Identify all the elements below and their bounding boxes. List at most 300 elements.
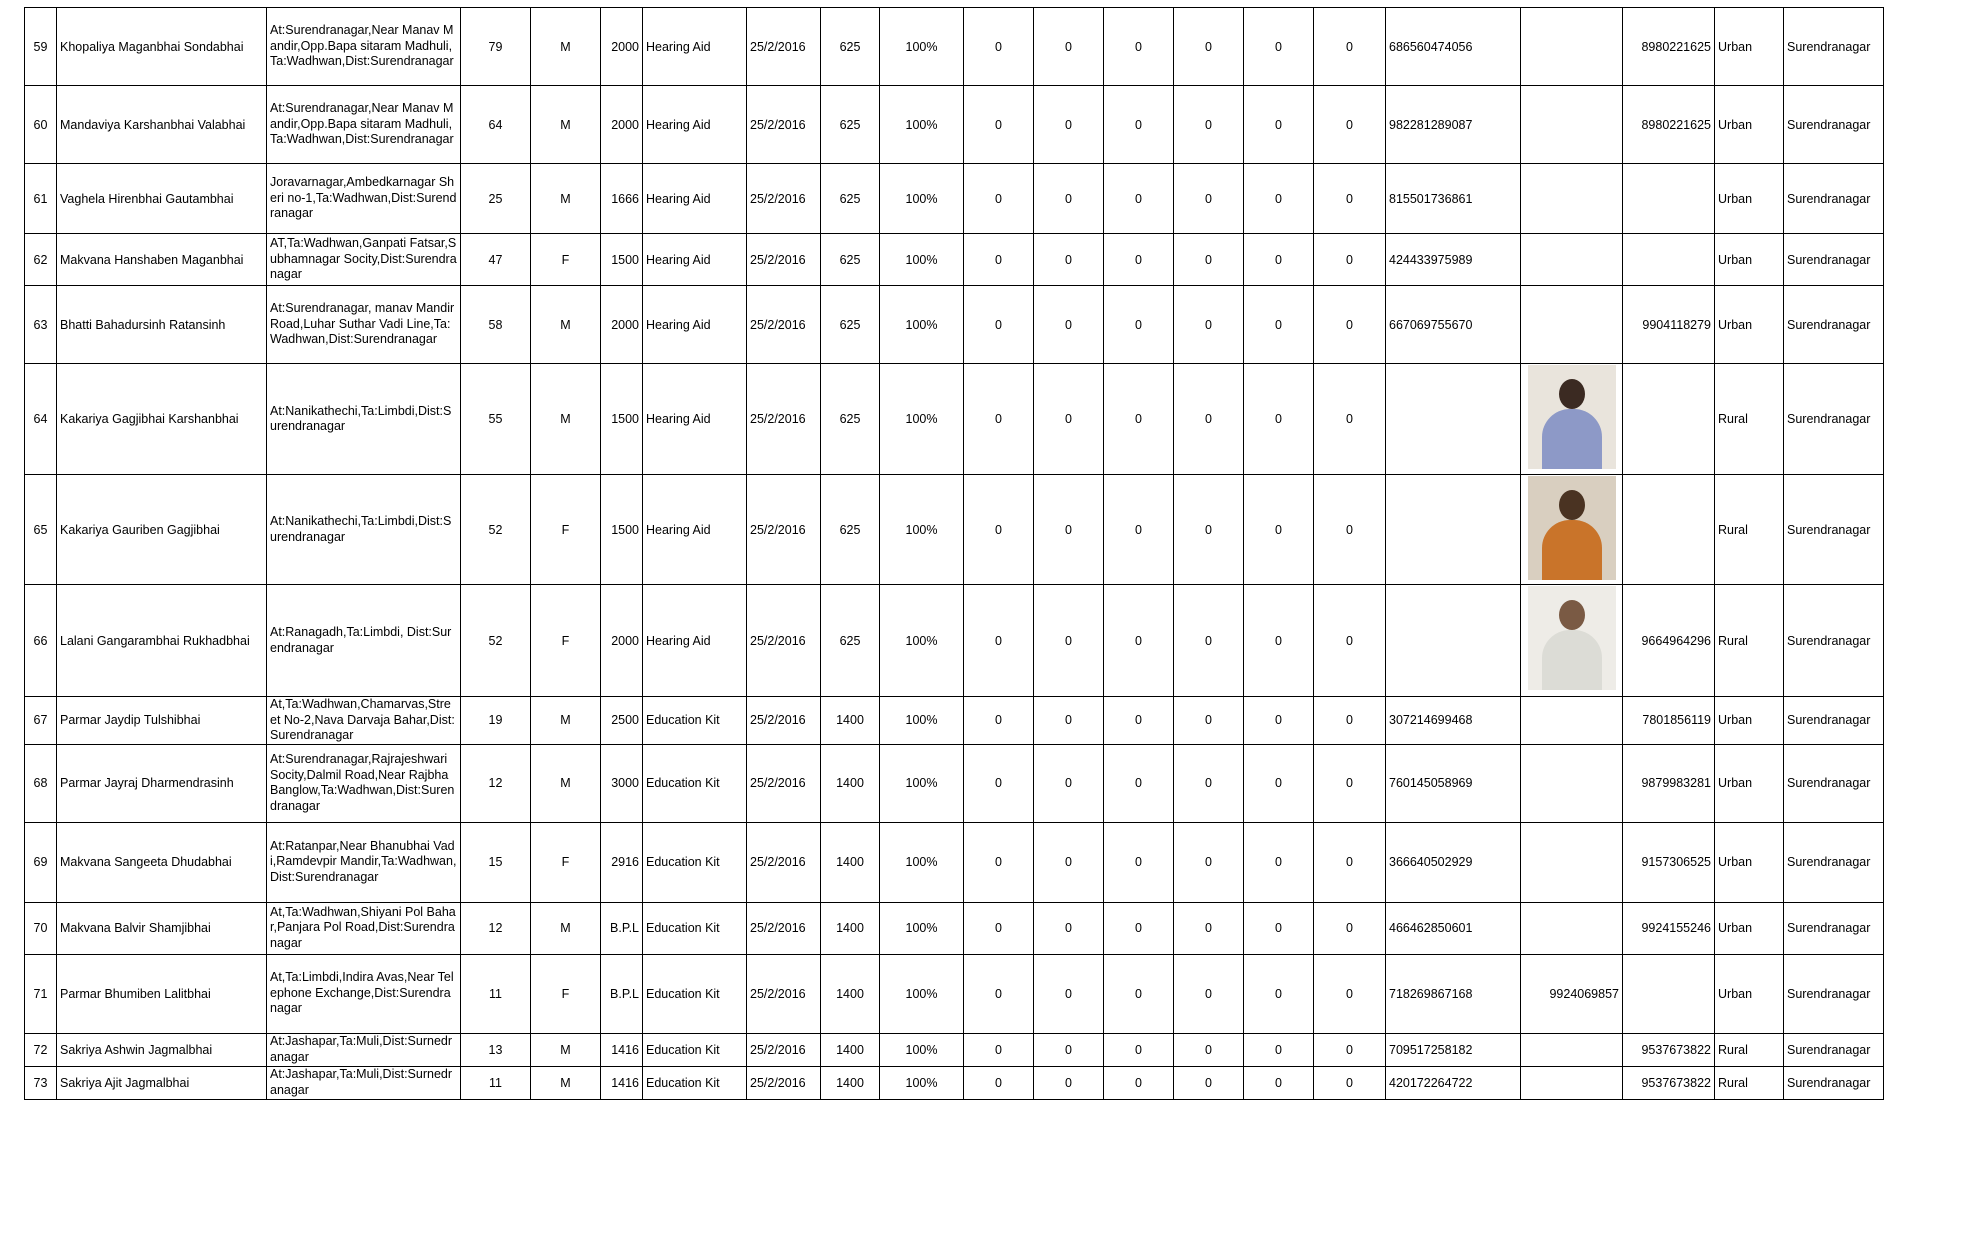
cost-cell: 1400 [821,902,880,954]
amount-cell: 0 [1314,822,1386,902]
photo-cell [1521,234,1623,286]
date-cell: 25/2/2016 [747,697,821,745]
percentage-cell: 100% [880,8,964,86]
percentage-cell: 100% [880,164,964,234]
district-cell: Surendranagar [1784,286,1884,364]
age-cell: 58 [461,286,531,364]
date-cell: 25/2/2016 [747,1066,821,1099]
photo-cell [1521,286,1623,364]
amount-cell: 0 [1244,954,1314,1033]
amount-cell: 0 [1174,286,1244,364]
serial-number-cell: 60 [25,86,57,164]
amount-cell: 0 [1104,86,1174,164]
amount-cell: 0 [1104,954,1174,1033]
date-cell: 25/2/2016 [747,1033,821,1066]
aadhaar-number-cell: 718269867168 [1386,954,1521,1033]
amount-cell: 0 [1104,1066,1174,1099]
amount-cell: 0 [1034,475,1104,585]
aadhaar-number-cell: 307214699468 [1386,697,1521,745]
amount-cell: 0 [964,86,1034,164]
amount-cell: 0 [1314,475,1386,585]
serial-number-cell: 73 [25,1066,57,1099]
percentage-cell: 100% [880,364,964,475]
mobile-number-cell: 9879983281 [1623,744,1715,822]
age-cell: 11 [461,1066,531,1099]
age-cell: 19 [461,697,531,745]
cost-cell: 625 [821,475,880,585]
cost-cell: 625 [821,286,880,364]
percentage-cell: 100% [880,1066,964,1099]
amount-cell: 0 [1314,86,1386,164]
amount-cell: 0 [1314,1033,1386,1066]
amount-cell: 0 [1244,8,1314,86]
percentage-cell: 100% [880,86,964,164]
amount-cell: 0 [1174,585,1244,697]
amount-cell: 0 [964,164,1034,234]
name-cell: Bhatti Bahadursinh Ratansinh [57,286,267,364]
address-cell: At:Ratanpar,Near Bhanubhai Vadi,Ramdevpir Mandir,Ta:Wadhwan,Dist:Surendranagar [267,822,461,902]
address-cell: At:Surendranagar,Rajrajeshwari Socity,Dalmil Road,Near Rajbha Banglow,Ta:Wadhwan,Dist:Surendranagar [267,744,461,822]
amount-cell: 0 [1314,8,1386,86]
amount-cell: 0 [1244,475,1314,585]
date-cell: 25/2/2016 [747,234,821,286]
photo-cell [1521,902,1623,954]
serial-number-cell: 64 [25,364,57,475]
photo-cell [1521,364,1623,475]
photo-figure-head [1559,379,1585,409]
amount-cell: 0 [1034,822,1104,902]
amount-cell: 0 [1244,1066,1314,1099]
amount-cell: 0 [1244,286,1314,364]
cost-cell: 1400 [821,954,880,1033]
mobile-number-overflow: 9924069857 [1549,986,1619,1001]
table-row [25,1066,1884,1099]
beneficiary-table [24,7,1884,1100]
amount-cell: 0 [1174,234,1244,286]
serial-number-cell: 66 [25,585,57,697]
sex-cell: M [531,164,601,234]
date-cell: 25/2/2016 [747,475,821,585]
percentage-cell: 100% [880,286,964,364]
cost-cell: 625 [821,585,880,697]
amount-cell: 0 [1244,822,1314,902]
beneficiary-photo [1528,365,1616,469]
amount-cell: 0 [1174,1066,1244,1099]
serial-number-cell: 67 [25,697,57,745]
amount-cell: 0 [1314,585,1386,697]
sex-cell: M [531,1033,601,1066]
district-cell: Surendranagar [1784,1033,1884,1066]
sex-cell: F [531,475,601,585]
photo-figure-head [1559,490,1585,520]
amount-cell: 0 [1314,286,1386,364]
date-cell: 25/2/2016 [747,286,821,364]
percentage-cell: 100% [880,744,964,822]
district-cell: Surendranagar [1784,822,1884,902]
serial-number-cell: 71 [25,954,57,1033]
aid-type-cell: Education Kit [643,1033,747,1066]
amount-cell: 0 [964,1066,1034,1099]
sex-cell: M [531,286,601,364]
name-cell: Parmar Jaydip Tulshibhai [57,697,267,745]
photo-cell [1521,1066,1623,1099]
aid-type-cell: Hearing Aid [643,234,747,286]
aadhaar-number-cell: 420172264722 [1386,1066,1521,1099]
address-cell: Joravarnagar,Ambedkarnagar Sheri no-1,Ta:Wadhwan,Dist:Surendranagar [267,164,461,234]
mobile-number-cell: 9664964296 [1623,585,1715,697]
aadhaar-number-cell [1386,475,1521,585]
photo-cell [1521,744,1623,822]
percentage-cell: 100% [880,1033,964,1066]
amount-cell: 0 [1174,902,1244,954]
table-row [25,822,1884,902]
cost-cell: 1400 [821,822,880,902]
photo-cell [1521,8,1623,86]
amount-cell: 0 [1104,234,1174,286]
mobile-number-cell: 9537673822 [1623,1066,1715,1099]
serial-number-cell: 72 [25,1033,57,1066]
area-cell: Rural [1715,364,1784,475]
name-cell: Makvana Hanshaben Maganbhai [57,234,267,286]
mobile-number-cell: 9157306525 [1623,822,1715,902]
amount-cell: 0 [1244,364,1314,475]
percentage-cell: 100% [880,822,964,902]
aadhaar-number-cell: 424433975989 [1386,234,1521,286]
aadhaar-number-cell [1386,364,1521,475]
amount-cell: 0 [1174,475,1244,585]
address-cell: At:Jashapar,Ta:Muli,Dist:Surnedranagar [267,1033,461,1066]
amount-cell: 0 [1314,744,1386,822]
amount-cell: 0 [1104,164,1174,234]
area-cell: Urban [1715,86,1784,164]
district-cell: Surendranagar [1784,954,1884,1033]
aadhaar-number-cell: 466462850601 [1386,902,1521,954]
aadhaar-number-cell: 686560474056 [1386,8,1521,86]
area-cell: Urban [1715,8,1784,86]
age-cell: 47 [461,234,531,286]
amount-cell: 0 [1174,164,1244,234]
age-cell: 11 [461,954,531,1033]
area-cell: Urban [1715,234,1784,286]
amount-cell: 0 [1104,286,1174,364]
amount-cell: 0 [1244,164,1314,234]
serial-number-cell: 61 [25,164,57,234]
amount-cell: 0 [1104,697,1174,745]
address-cell: At,Ta:Wadhwan,Shiyani Pol Bahar,Panjara Pol Road,Dist:Surendranagar [267,902,461,954]
date-cell: 25/2/2016 [747,86,821,164]
cost-cell: 625 [821,8,880,86]
age-cell: 52 [461,585,531,697]
cost-cell: 625 [821,86,880,164]
amount-cell: 0 [1034,364,1104,475]
amount-cell: 0 [1244,697,1314,745]
amount-cell: 0 [1034,164,1104,234]
amount-cell: 0 [1034,744,1104,822]
photo-figure-body [1542,630,1602,690]
date-cell: 25/2/2016 [747,822,821,902]
address-cell: At,Ta:Limbdi,Indira Avas,Near Telephone Exchange,Dist:Surendranagar [267,954,461,1033]
aid-type-cell: Hearing Aid [643,475,747,585]
income-cell: 1416 [601,1033,643,1066]
amount-cell: 0 [1314,697,1386,745]
income-cell: 3000 [601,744,643,822]
table-row [25,902,1884,954]
table-row [25,8,1884,86]
cost-cell: 625 [821,234,880,286]
income-cell: B.P.L [601,902,643,954]
age-cell: 12 [461,744,531,822]
amount-cell: 0 [1244,744,1314,822]
district-cell: Surendranagar [1784,86,1884,164]
mobile-number-cell [1623,954,1715,1033]
aid-type-cell: Hearing Aid [643,585,747,697]
sex-cell: M [531,8,601,86]
district-cell: Surendranagar [1784,364,1884,475]
table-row [25,364,1884,475]
amount-cell: 0 [1314,954,1386,1033]
district-cell: Surendranagar [1784,744,1884,822]
table-row [25,585,1884,697]
amount-cell: 0 [964,954,1034,1033]
cost-cell: 1400 [821,697,880,745]
percentage-cell: 100% [880,954,964,1033]
photo-cell [1521,1033,1623,1066]
table-row [25,286,1884,364]
table-row [25,475,1884,585]
income-cell: 1500 [601,234,643,286]
sex-cell: M [531,364,601,475]
aadhaar-number-cell: 815501736861 [1386,164,1521,234]
address-cell: AT,Ta:Wadhwan,Ganpati Fatsar,Subhamnagar Socity,Dist:Surendranagar [267,234,461,286]
income-cell: 1500 [601,475,643,585]
income-cell: 1416 [601,1066,643,1099]
aid-type-cell: Education Kit [643,822,747,902]
amount-cell: 0 [1104,8,1174,86]
aid-type-cell: Hearing Aid [643,364,747,475]
amount-cell: 0 [1174,822,1244,902]
table-row [25,164,1884,234]
amount-cell: 0 [1174,697,1244,745]
percentage-cell: 100% [880,902,964,954]
amount-cell: 0 [964,475,1034,585]
age-cell: 25 [461,164,531,234]
aid-type-cell: Hearing Aid [643,86,747,164]
aid-type-cell: Hearing Aid [643,164,747,234]
name-cell: Sakriya Ajit Jagmalbhai [57,1066,267,1099]
area-cell: Urban [1715,744,1784,822]
date-cell: 25/2/2016 [747,954,821,1033]
district-cell: Surendranagar [1784,697,1884,745]
area-cell: Urban [1715,822,1784,902]
date-cell: 25/2/2016 [747,585,821,697]
sex-cell: F [531,954,601,1033]
address-cell: At:Ranagadh,Ta:Limbdi, Dist:Surendranagar [267,585,461,697]
photo-figure-body [1542,520,1602,580]
address-cell: At:Nanikathechi,Ta:Limbdi,Dist:Surendranagar [267,475,461,585]
aadhaar-number-cell: 709517258182 [1386,1033,1521,1066]
area-cell: Urban [1715,954,1784,1033]
beneficiary-photo [1528,586,1616,690]
district-cell: Surendranagar [1784,8,1884,86]
amount-cell: 0 [1034,286,1104,364]
date-cell: 25/2/2016 [747,744,821,822]
sex-cell: F [531,234,601,286]
serial-number-cell: 65 [25,475,57,585]
address-cell: At:Surendranagar,Near Manav Mandir,Opp.Bapa sitaram Madhuli,Ta:Wadhwan,Dist:Surendranagar [267,86,461,164]
mobile-number-cell [1623,364,1715,475]
amount-cell: 0 [1034,86,1104,164]
district-cell: Surendranagar [1784,475,1884,585]
photo-cell [1521,164,1623,234]
income-cell: 2000 [601,585,643,697]
district-cell: Surendranagar [1784,585,1884,697]
amount-cell: 0 [1244,234,1314,286]
name-cell: Kakariya Gagjibhai Karshanbhai [57,364,267,475]
photo-cell [1521,697,1623,745]
amount-cell: 0 [1314,234,1386,286]
percentage-cell: 100% [880,585,964,697]
amount-cell: 0 [1174,1033,1244,1066]
cost-cell: 625 [821,364,880,475]
aadhaar-number-cell [1386,585,1521,697]
mobile-number-cell [1623,164,1715,234]
percentage-cell: 100% [880,697,964,745]
beneficiary-photo [1528,476,1616,580]
district-cell: Surendranagar [1784,234,1884,286]
amount-cell: 0 [964,902,1034,954]
amount-cell: 0 [1104,364,1174,475]
amount-cell: 0 [1244,902,1314,954]
amount-cell: 0 [1174,744,1244,822]
cost-cell: 1400 [821,1033,880,1066]
income-cell: 2500 [601,697,643,745]
aid-type-cell: Education Kit [643,744,747,822]
sex-cell: M [531,902,601,954]
name-cell: Parmar Bhumiben Lalitbhai [57,954,267,1033]
sex-cell: M [531,697,601,745]
date-cell: 25/2/2016 [747,8,821,86]
income-cell: 2000 [601,286,643,364]
amount-cell: 0 [1314,164,1386,234]
name-cell: Makvana Sangeeta Dhudabhai [57,822,267,902]
table-row [25,954,1884,1033]
aadhaar-number-cell: 667069755670 [1386,286,1521,364]
cost-cell: 625 [821,164,880,234]
amount-cell: 0 [1104,585,1174,697]
area-cell: Urban [1715,902,1784,954]
income-cell: 2000 [601,8,643,86]
age-cell: 15 [461,822,531,902]
amount-cell: 0 [1104,475,1174,585]
amount-cell: 0 [964,286,1034,364]
photo-figure-head [1559,600,1585,630]
mobile-number-cell [1623,234,1715,286]
mobile-number-cell: 8980221625 [1623,86,1715,164]
amount-cell: 0 [1244,86,1314,164]
address-cell: At:Jashapar,Ta:Muli,Dist:Surnedranagar [267,1066,461,1099]
aadhaar-number-cell: 982281289087 [1386,86,1521,164]
aadhaar-number-cell: 760145058969 [1386,744,1521,822]
amount-cell: 0 [964,585,1034,697]
mobile-number-cell [1623,475,1715,585]
amount-cell: 0 [1174,364,1244,475]
aid-type-cell: Education Kit [643,1066,747,1099]
amount-cell: 0 [1244,585,1314,697]
amount-cell: 0 [1174,86,1244,164]
address-cell: At:Nanikathechi,Ta:Limbdi,Dist:Surendranagar [267,364,461,475]
serial-number-cell: 62 [25,234,57,286]
age-cell: 64 [461,86,531,164]
date-cell: 25/2/2016 [747,902,821,954]
amount-cell: 0 [1034,8,1104,86]
address-cell: At:Surendranagar, manav Mandir Road,Luhar Suthar Vadi Line,Ta:Wadhwan,Dist:Surendranagar [267,286,461,364]
amount-cell: 0 [1314,902,1386,954]
cost-cell: 1400 [821,744,880,822]
sex-cell: M [531,744,601,822]
name-cell: Sakriya Ashwin Jagmalbhai [57,1033,267,1066]
income-cell: 2000 [601,86,643,164]
mobile-number-cell: 9537673822 [1623,1033,1715,1066]
amount-cell: 0 [964,744,1034,822]
sex-cell: F [531,822,601,902]
photo-cell [1521,822,1623,902]
name-cell: Vaghela Hirenbhai Gautambhai [57,164,267,234]
table-row [25,1033,1884,1066]
address-cell: At,Ta:Wadhwan,Chamarvas,Street No-2,Nava Darvaja Bahar,Dist:Surendranagar [267,697,461,745]
age-cell: 79 [461,8,531,86]
district-cell: Surendranagar [1784,164,1884,234]
name-cell: Khopaliya Maganbhai Sondabhai [57,8,267,86]
aid-type-cell: Education Kit [643,902,747,954]
serial-number-cell: 69 [25,822,57,902]
amount-cell: 0 [964,1033,1034,1066]
percentage-cell: 100% [880,475,964,585]
income-cell: B.P.L [601,954,643,1033]
amount-cell: 0 [1174,8,1244,86]
date-cell: 25/2/2016 [747,364,821,475]
serial-number-cell: 68 [25,744,57,822]
sex-cell: M [531,1066,601,1099]
amount-cell: 0 [1034,954,1104,1033]
age-cell: 52 [461,475,531,585]
date-cell: 25/2/2016 [747,164,821,234]
district-cell: Surendranagar [1784,902,1884,954]
table-row [25,697,1884,745]
amount-cell: 0 [1314,364,1386,475]
photo-cell [1521,86,1623,164]
area-cell: Urban [1715,286,1784,364]
sex-cell: F [531,585,601,697]
amount-cell: 0 [964,364,1034,475]
sex-cell: M [531,86,601,164]
amount-cell: 0 [1104,902,1174,954]
aid-type-cell: Hearing Aid [643,8,747,86]
amount-cell: 0 [1034,585,1104,697]
area-cell: Rural [1715,585,1784,697]
area-cell: Rural [1715,1066,1784,1099]
amount-cell: 0 [1244,1033,1314,1066]
name-cell: Kakariya Gauriben Gagjibhai [57,475,267,585]
amount-cell: 0 [1174,954,1244,1033]
amount-cell: 0 [1034,1066,1104,1099]
photo-cell [1521,954,1623,1033]
aid-type-cell: Education Kit [643,697,747,745]
area-cell: Urban [1715,164,1784,234]
table-body [25,8,1884,1100]
table-row [25,86,1884,164]
amount-cell: 0 [1034,902,1104,954]
amount-cell: 0 [1034,1033,1104,1066]
